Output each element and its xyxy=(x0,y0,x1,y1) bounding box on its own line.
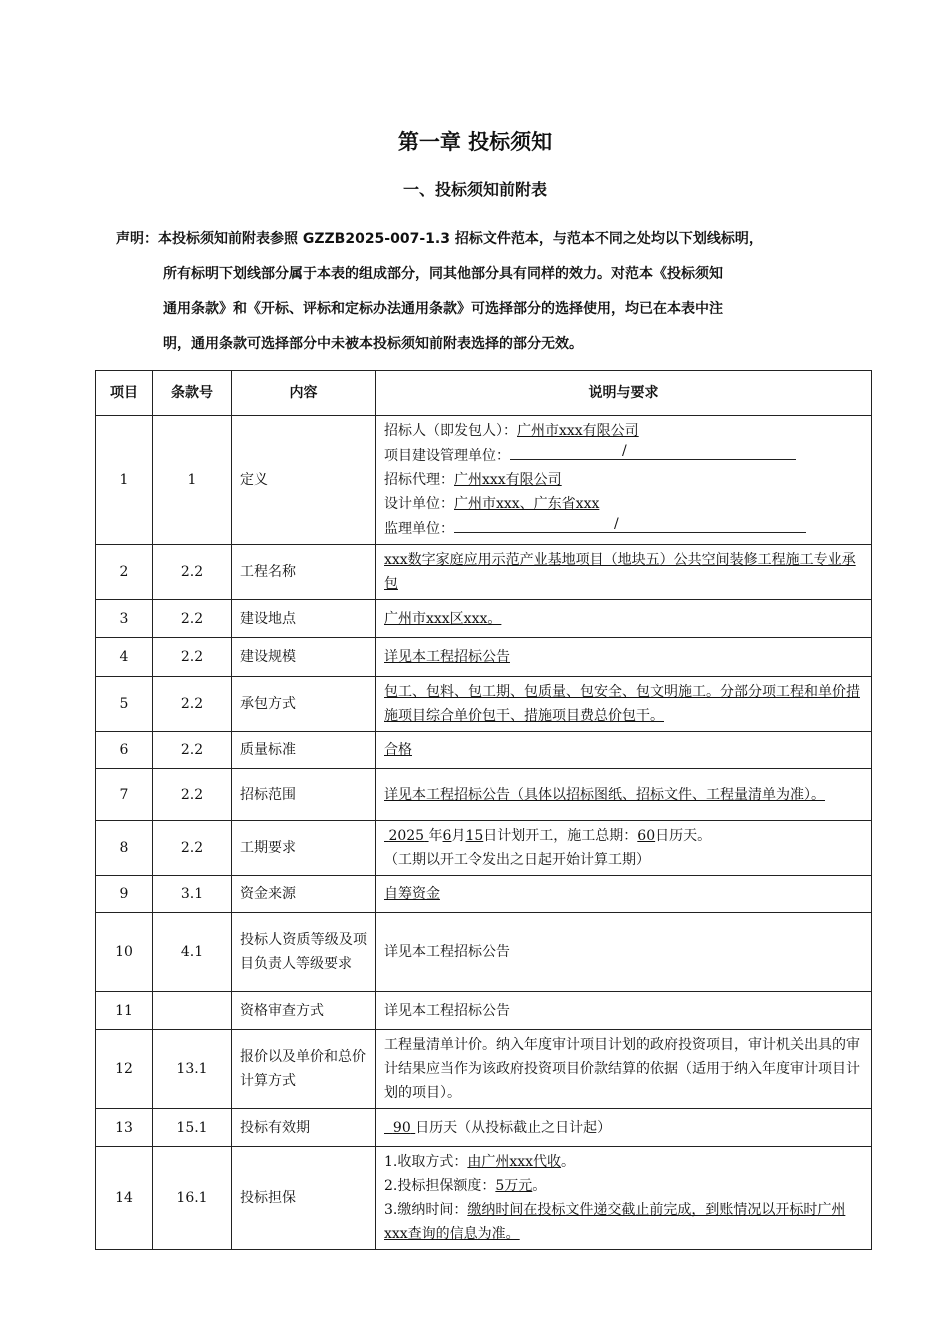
row-number: 11 xyxy=(96,992,153,1030)
table-row xyxy=(96,545,872,600)
design-unit-label: 设计单位： xyxy=(384,496,454,512)
clause-number: 4.1 xyxy=(153,913,232,992)
duration-days: 60 xyxy=(637,828,656,844)
clause-number: 2.2 xyxy=(153,732,232,769)
table-row xyxy=(96,821,872,876)
requirements-cell: 详见本工程招标公告 xyxy=(376,913,872,992)
row-number: 3 xyxy=(96,600,153,638)
scale-value: 详见本工程招标公告 xyxy=(384,649,510,665)
row-number: 1 xyxy=(96,416,153,545)
clause-number: 15.1 xyxy=(153,1109,232,1147)
content-cell: 建设规模 xyxy=(232,638,376,677)
requirements-cell: 90 日历天（从投标截止之日计起） xyxy=(376,1109,872,1147)
content-cell: 定义 xyxy=(232,416,376,545)
design-unit-value: 广州市xxx、广东省xxx xyxy=(454,496,600,512)
column-header-item: 项目 xyxy=(96,371,153,416)
declaration-line: 通用条款》和《开标、评标和定标办法通用条款》可选择部分的选择使用，均已在本表中注 xyxy=(163,301,723,317)
requirements-cell: 1.收取方式：由广州xxx代收。 2.投标担保额度：5万元。 3.缴纳时间：缴纳时间在投标文件递交截止前完成，到账情况以开标时广州xxx查询的信息为准。 xyxy=(376,1147,872,1250)
table-row xyxy=(96,1030,872,1109)
row-number: 2 xyxy=(96,545,153,600)
section-title: 一、投标须知前附表 xyxy=(402,180,547,199)
content-cell: 资金来源 xyxy=(232,876,376,913)
row-number: 5 xyxy=(96,677,153,732)
content-cell: 资格审查方式 xyxy=(232,992,376,1030)
row-number: 12 xyxy=(96,1030,153,1109)
requirements-cell xyxy=(376,677,872,732)
clause-number: 2.2 xyxy=(153,821,232,876)
content-cell: 质量标准 xyxy=(232,732,376,769)
supervision-unit-blank xyxy=(454,516,806,533)
table-row xyxy=(96,677,872,732)
table-row xyxy=(96,638,872,677)
agent-label: 招标代理： xyxy=(384,472,454,488)
clause-number: 2.2 xyxy=(153,545,232,600)
management-unit-blank xyxy=(510,443,796,460)
row-number: 7 xyxy=(96,769,153,821)
bidding-appendix-table xyxy=(95,370,872,1250)
row-number: 13 xyxy=(96,1109,153,1147)
management-unit-label: 项目建设管理单位： xyxy=(384,448,510,464)
content-cell: 建设地点 xyxy=(232,600,376,638)
content-cell: 招标范围 xyxy=(232,769,376,821)
content-cell: 承包方式 xyxy=(232,677,376,732)
table-row xyxy=(96,1147,872,1250)
start-year: 2025 xyxy=(388,828,425,844)
declaration-line: 明，通用条款可选择部分中未被本投标须知前附表选择的部分无效。 xyxy=(163,336,583,352)
declaration-line: 所有标明下划线部分属于本表的组成部分，同其他部分具有同样的效力。对范本《投标须知 xyxy=(163,266,723,282)
funding-value: 自筹资金 xyxy=(384,886,440,902)
scope-value: 详见本工程招标公告（具体以招标图纸、招标文件、工程量清单为准）。 xyxy=(384,786,825,803)
contract-method-value: 包工、包料、包工期、包质量、包安全、包文明施工。分部分项工程和单价措施项目综合单价包干、措施项目费总价包干。 xyxy=(384,684,860,724)
table-row xyxy=(96,913,872,992)
row-number: 6 xyxy=(96,732,153,769)
clause-number: 3.1 xyxy=(153,876,232,913)
table-row xyxy=(96,600,872,638)
chapter-title: 第一章 投标须知 xyxy=(397,130,553,154)
supervision-unit-label: 监理单位： xyxy=(384,521,454,537)
guarantee-amount-value: 5万元 xyxy=(495,1178,533,1194)
clause-number: 2.2 xyxy=(153,600,232,638)
management-unit-value: / xyxy=(622,443,627,459)
requirements-cell xyxy=(376,416,872,545)
clause-number: 2.2 xyxy=(153,638,232,677)
duration-note: （工期以开工令发出之日起开始计算工期） xyxy=(384,852,650,868)
supervision-unit-value: / xyxy=(614,516,619,532)
requirements-cell: 2025 年6月15日计划开工，施工总期：60日历天。 （工期以开工令发出之日起开始计算工期） xyxy=(376,821,872,876)
content-cell: 报价以及单价和总价计算方式 xyxy=(232,1030,376,1109)
declaration-paragraph xyxy=(116,224,864,364)
requirements-cell xyxy=(376,638,872,677)
quality-value: 合格 xyxy=(384,742,412,758)
content-cell: 工期要求 xyxy=(232,821,376,876)
requirements-cell xyxy=(376,600,872,638)
content-cell: 投标担保 xyxy=(232,1147,376,1250)
payment-time-value: 缴纳时间在投标文件递交截止前完成，到账情况以开标时广州xxx查询的信息为准。 xyxy=(384,1202,846,1242)
table-header-row xyxy=(96,371,872,416)
validity-days: 90 xyxy=(392,1119,411,1136)
start-month: 6 xyxy=(442,828,452,844)
requirements-cell xyxy=(376,545,872,600)
table-row xyxy=(96,416,872,545)
content-cell: 投标有效期 xyxy=(232,1109,376,1147)
requirements-cell xyxy=(376,769,872,821)
table-row xyxy=(96,732,872,769)
content-cell: 投标人资质等级及项目负责人等级要求 xyxy=(232,913,376,992)
column-header-requirements: 说明与要求 xyxy=(376,371,872,416)
table-row xyxy=(96,992,872,1030)
clause-number: 2.2 xyxy=(153,677,232,732)
table-row xyxy=(96,1109,872,1147)
column-header-content: 内容 xyxy=(232,371,376,416)
declaration-line: 声明：本投标须知前附表参照 GZZB2025-007-1.3 招标文件范本，与范本不同之处均以下划线标明， xyxy=(116,231,763,247)
row-number: 9 xyxy=(96,876,153,913)
clause-number: 1 xyxy=(153,416,232,545)
row-number: 4 xyxy=(96,638,153,677)
table-row xyxy=(96,876,872,913)
clause-number xyxy=(153,992,232,1030)
requirements-cell: 详见本工程招标公告 xyxy=(376,992,872,1030)
content-cell: 工程名称 xyxy=(232,545,376,600)
tenderer-value: 广州市xxx有限公司 xyxy=(517,423,639,439)
collection-method-value: 由广州xxx代收 xyxy=(467,1154,562,1170)
clause-number: 16.1 xyxy=(153,1147,232,1250)
requirements-cell xyxy=(376,732,872,769)
row-number: 8 xyxy=(96,821,153,876)
clause-number: 2.2 xyxy=(153,769,232,821)
row-number: 14 xyxy=(96,1147,153,1250)
tenderer-label: 招标人（即发包人）： xyxy=(384,423,517,439)
project-name-value: xxx数字家庭应用示范产业基地项目（地块五）公共空间装修工程施工专业承包 xyxy=(384,552,856,592)
location-value: 广州市xxx区xxx。 xyxy=(384,610,502,627)
table-row xyxy=(96,769,872,821)
start-day: 15 xyxy=(465,828,484,844)
requirements-cell: 工程量清单计价。纳入年度审计项目计划的政府投资项目，审计机关出具的审计结果应当作为该政府投资项目价款结算的依据（适用于纳入年度审计项目计划的项目）。 xyxy=(376,1030,872,1109)
row-number: 10 xyxy=(96,913,153,992)
agent-value: 广州xxx有限公司 xyxy=(454,472,562,488)
column-header-clause: 条款号 xyxy=(153,371,232,416)
clause-number: 13.1 xyxy=(153,1030,232,1109)
requirements-cell xyxy=(376,876,872,913)
